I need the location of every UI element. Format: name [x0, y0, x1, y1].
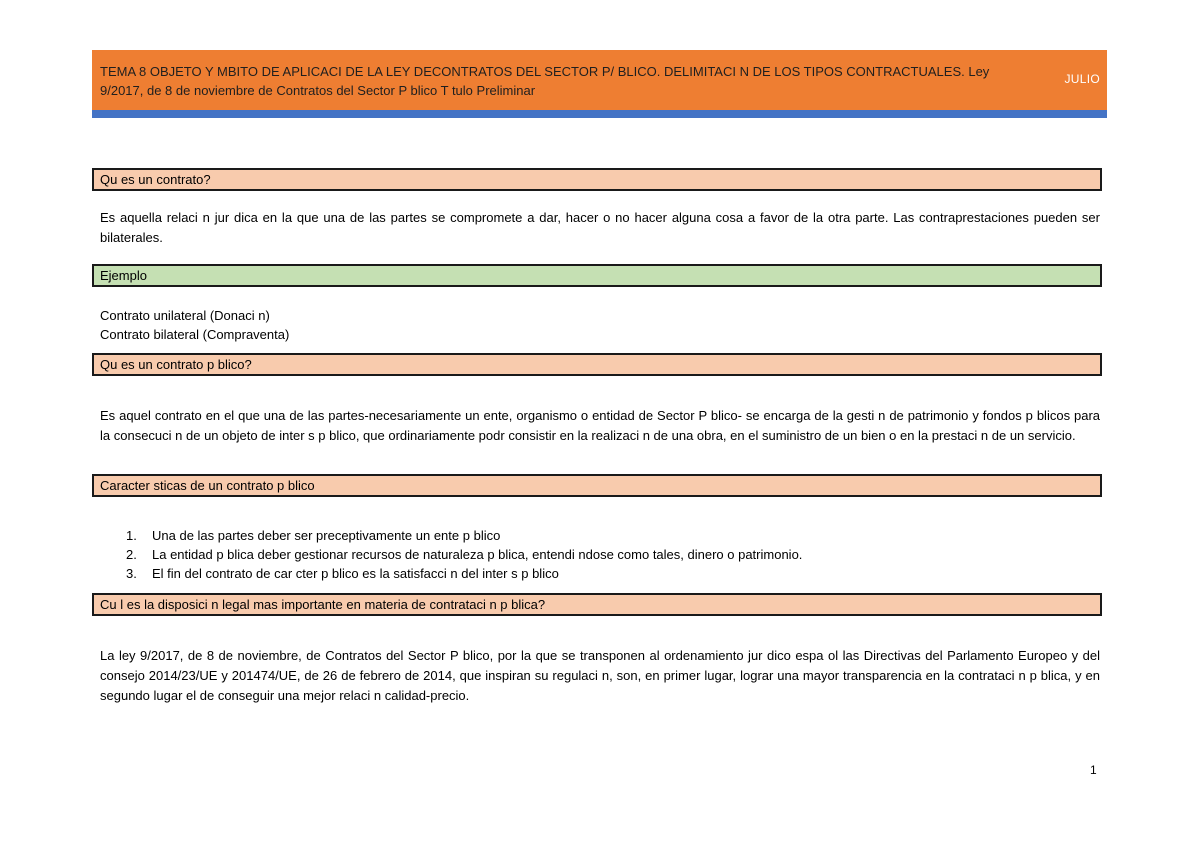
question-heading-contrato-publico: Qu es un contrato p blico? — [92, 353, 1102, 376]
answer-disposicion-legal: La ley 9/2017, de 8 de noviembre, de Contratos del Sector P blico, por la que se transponen al ordenamiento jur dico espa ol las Directivas del Parlamento Europeo y del consejo 2014/23/UE y 201474/UE, de 26 de febrero de 2014, que inspiran su regulaci n, son, en primer lugar, lograr una mayor transparencia en la contrataci n p blica, y en segundo lugar el de conseguir una mejor relaci n calidad-precio. — [100, 648, 1100, 703]
list-item-number: 1. — [126, 528, 137, 543]
list-item — [126, 545, 802, 564]
example-heading: Ejemplo — [92, 264, 1102, 287]
example-bilateral: Contrato bilateral (Compraventa) — [100, 327, 290, 342]
list-item-text: La entidad p blica deber gestionar recursos de naturaleza p blica, entendi ndose como tales, dinero o patrimonio. — [152, 547, 803, 562]
question-heading-disposicion-legal: Cu l es la disposici n legal mas importante en materia de contrataci n p blica? — [92, 593, 1102, 616]
list-item — [126, 526, 802, 545]
document-title: TEMA 8 OBJETO Y MBITO DE APLICACI DE LA LEY DECONTRATOS DEL SECTOR P/ BLICO. DELIMITACI N DE LOS TIPOS CONTRACTUALES. Ley 9/2017, de 8 de noviembre de Contratos del Sector P blico T tulo Preliminar — [100, 64, 990, 98]
header-accent-strip — [92, 110, 1107, 118]
answer-contrato: Es aquella relaci n jur dica en la que una de las partes se compromete a dar, hacer o no hacer alguna cosa a favor de la otra parte. Las contraprestaciones pueden ser bilaterales. — [100, 210, 1100, 245]
characteristics-heading: Caracter sticas de un contrato p blico — [92, 474, 1102, 497]
list-item — [126, 564, 802, 583]
page-number: 1 — [1090, 763, 1097, 777]
list-item-text: Una de las partes deber ser preceptivamente un ente p blico — [152, 528, 501, 543]
list-item-number: 3. — [126, 566, 137, 581]
list-item-text: El fin del contrato de car cter p blico es la satisfacci n del inter s p blico — [152, 566, 559, 581]
list-item-number: 2. — [126, 547, 137, 562]
header-month: JULIO — [1064, 72, 1100, 86]
example-unilateral: Contrato unilateral (Donaci n) — [100, 308, 270, 323]
question-heading-contrato: Qu es un contrato? — [92, 168, 1102, 191]
characteristics-list — [126, 526, 802, 583]
answer-contrato-publico: Es aquel contrato en el que una de las partes-necesariamente un ente, organismo o entidad de Sector P blico- se encarga de la gesti n de patrimonio y fondos p blicos para la consecuci n de un objeto de inter s p blico, que ordinariamente podr consistir en la realizaci n de una obra, en el suministro de un bien o en la prestaci n de un servicio. — [100, 408, 1100, 443]
